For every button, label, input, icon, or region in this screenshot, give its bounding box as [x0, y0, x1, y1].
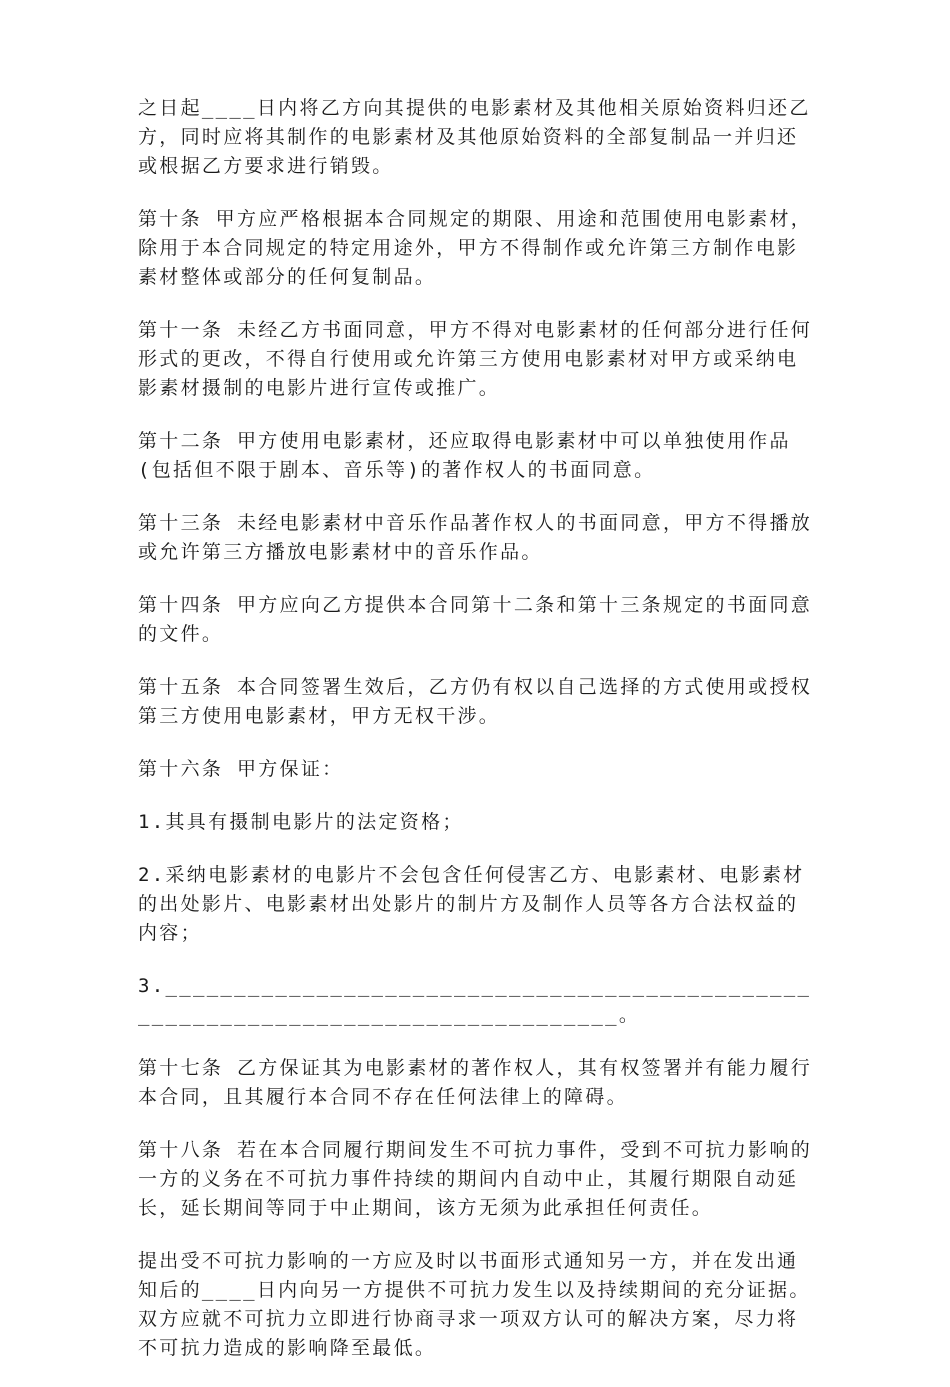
- paragraph-clause-11: 第十一条 未经乙方书面同意，甲方不得对电影素材的任何部分进行任何形式的更改，不得自行使用或允许第三方使用电影素材对甲方或采纳电影素材摄制的电影片进行宣传或推广。: [138, 319, 813, 399]
- paragraph-clause-17: 第十七条 乙方保证其为电影素材的著作权人，其有权签署并有能力履行本合同，且其履行本合同不存在任何法律上的障碍。: [138, 1057, 813, 1108]
- paragraph-clause-10: 第十条 甲方应严格根据本合同规定的期限、用途和范围使用电影素材，除用于本合同规定的特定用途外，甲方不得制作或允许第三方制作电影素材整体或部分的任何复制品。: [138, 208, 813, 288]
- paragraph-clause-16: 第十六条 甲方保证：: [138, 758, 344, 780]
- paragraph-force-majeure-notice: 提出受不可抗力影响的一方应及时以书面形式通知另一方，并在发出通知后的____日内向另一方提供不可抗力发生以及持续期间的充分证据。双方应就不可抗力立即进行协商寻求一项双方认可的解决方案，尽力将不可抗力造成的影响降至最低。: [138, 1250, 811, 1359]
- paragraph-clause-15: 第十五条 本合同签署生效后，乙方仍有权以自己选择的方式使用或授权第三方使用电影素材，甲方无权干涉。: [138, 676, 813, 727]
- paragraph-clause-12: 第十二条 甲方使用电影素材，还应取得电影素材中可以单独使用作品(包括但不限于剧本、音乐等)的著作权人的书面同意。: [138, 430, 791, 481]
- paragraph-clause-14: 第十四条 甲方应向乙方提供本合同第十二条和第十三条规定的书面同意的文件。: [138, 594, 813, 645]
- document-body: [138, 94, 814, 1387]
- paragraph-clause-13: 第十三条 未经电影素材中音乐作品著作权人的书面同意，甲方不得播放或允许第三方播放电影素材中的音乐作品。: [138, 512, 813, 563]
- paragraph-clause-16-item-1: 1.其具有摄制电影片的法定资格；: [138, 811, 464, 833]
- paragraph-clause-9-continued: 之日起____日内将乙方向其提供的电影素材及其他相关原始资料归还乙方，同时应将其制作的电影素材及其他原始资料的全部复制品一并归还或根据乙方要求进行销毁。: [138, 97, 811, 177]
- paragraph-clause-16-item-2: 2.采纳电影素材的电影片不会包含任何侵害乙方、电影素材、电影素材的出处影片、电影素材出处影片的制片方及制作人员等各方合法权益的内容；: [138, 864, 805, 944]
- paragraph-clause-16-item-3: 3.__________________________________________________________________________________。: [138, 975, 812, 1026]
- paragraph-clause-18: 第十八条 若在本合同履行期间发生不可抗力事件，受到不可抗力影响的一方的义务在不可抗力事件持续的期间内自动中止，其履行期限自动延长，延长期间等同于中止期间，该方无须为此承担任何责任。: [138, 1139, 813, 1219]
